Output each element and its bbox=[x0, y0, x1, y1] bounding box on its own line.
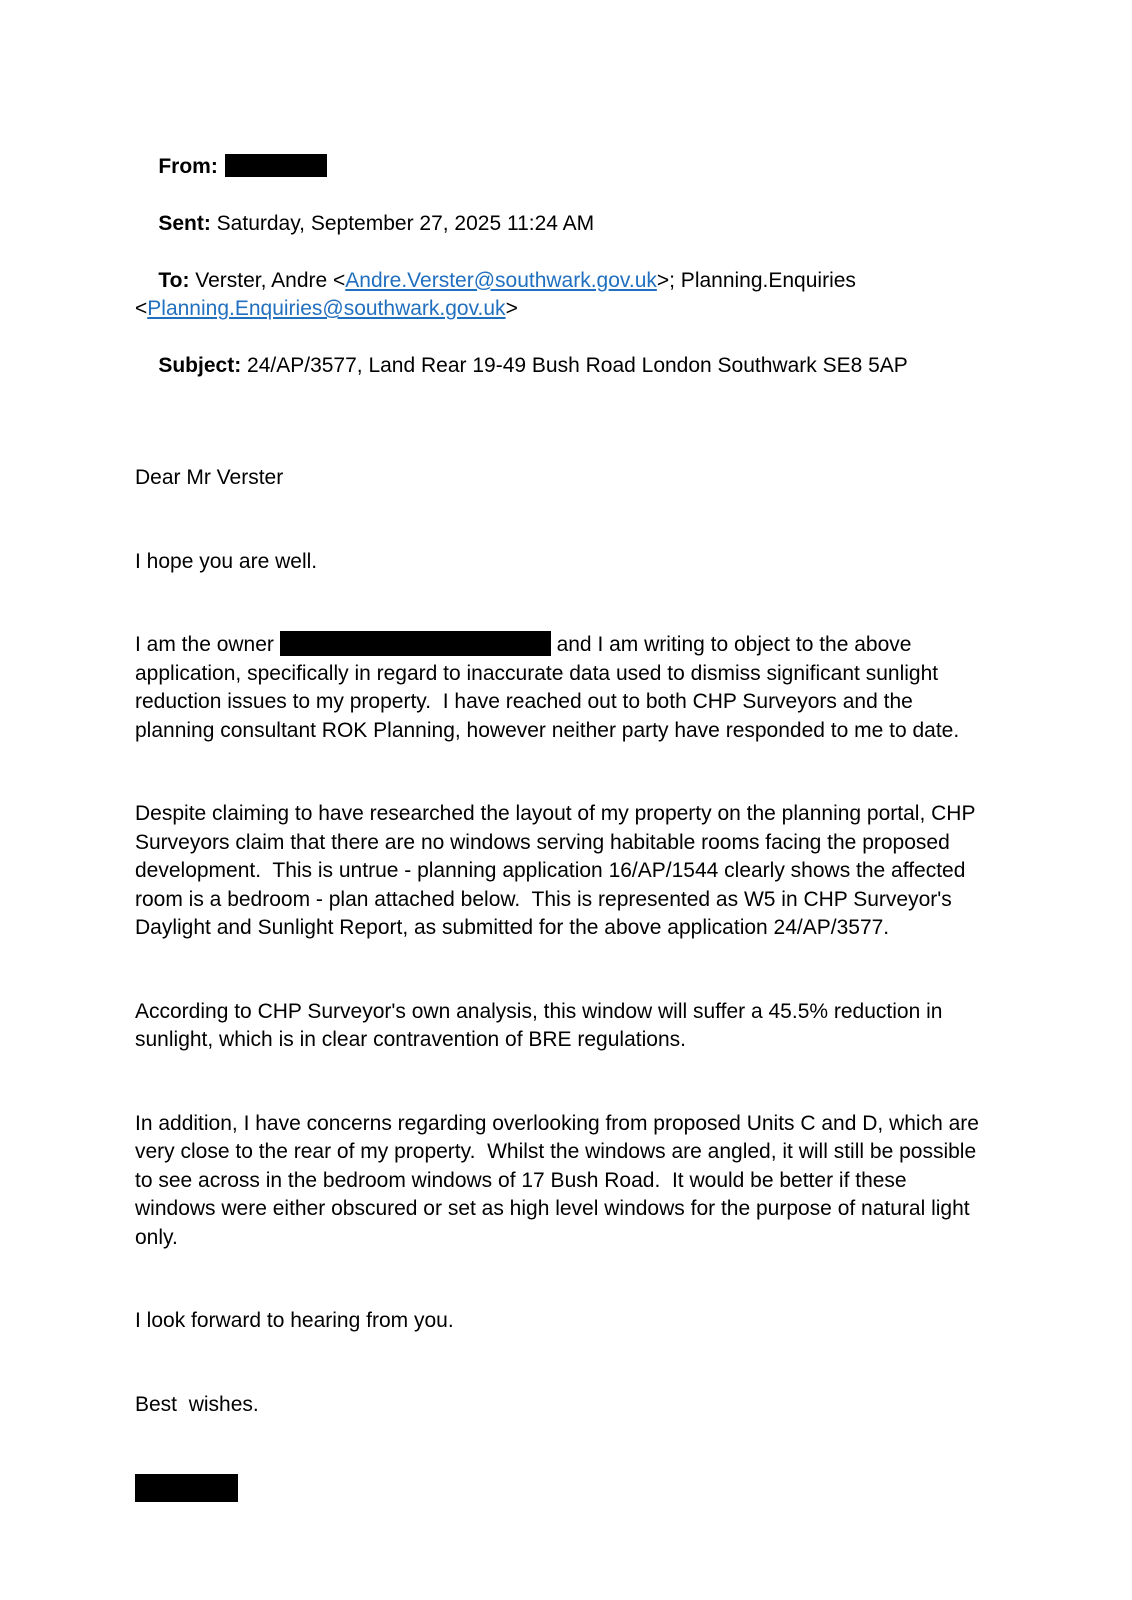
from-label: From: bbox=[158, 154, 218, 178]
paragraph-greeting: Dear Mr Verster bbox=[135, 466, 284, 489]
paragraph-owner-objection bbox=[135, 631, 987, 745]
redacted-sender bbox=[225, 154, 327, 177]
to-closing-bracket: > bbox=[505, 297, 518, 320]
owner-text-before: I am the owner bbox=[135, 633, 280, 656]
paragraph-overlooking-concerns: In addition, I have concerns regarding overlooking from proposed Units C and D, which are very close to the rear of my property. Whilst the windows are angled, it will still be possible to see across in the bedroom windows of 17 Bush Road. It would be better if these windows were either obscured or set as high level windows for the purpose of natural light only. bbox=[135, 1111, 985, 1249]
sent-value: Saturday, September 27, 2025 11:24 AM bbox=[210, 211, 595, 235]
recipient-email-link-planning-enquiries[interactable]: Planning.Enquiries@southwark.gov.uk bbox=[147, 297, 506, 320]
to-recipient-name: Verster, Andre < bbox=[189, 268, 346, 292]
recipient-email-link-andre-verster[interactable]: Andre.Verster@southwark.gov.uk bbox=[345, 268, 657, 292]
paragraph-sunlight-reduction: According to CHP Surveyor's own analysis, this window will suffer a 45.5% reduction in sunlight, which is in clear contravention of BRE regulations. bbox=[135, 999, 949, 1051]
paragraph-despite-claims: Despite claiming to have researched the layout of my property on the planning portal, CHP Surveyors claim that there are no windows serving habitable rooms facing the proposed development. This is untrue - planning application 16/AP/1544 clearly shows the affected room is a bedroom - plan attached below. This is represented as W5 in CHP Surveyor's Daylight and Sunlight Report, as submitted for the above application 24/AP/3577. bbox=[135, 802, 981, 939]
sent-label: Sent: bbox=[158, 211, 211, 235]
subject-value: 24/AP/3577, Land Rear 19-49 Bush Road London Southwark SE8 5AP bbox=[241, 354, 908, 377]
redacted-signature bbox=[135, 1474, 238, 1502]
to-separator: >; Planning.Enquiries < bbox=[135, 268, 862, 320]
email-header bbox=[135, 124, 987, 409]
paragraph-hope: I hope you are well. bbox=[135, 549, 318, 573]
paragraph-look-forward: I look forward to hearing from you. bbox=[135, 1309, 454, 1332]
paragraph-closing: Best wishes. bbox=[135, 1392, 259, 1416]
subject-label: Subject: bbox=[158, 354, 242, 377]
to-label: To: bbox=[158, 268, 190, 292]
redacted-property-address bbox=[280, 631, 551, 656]
owner-text-after: and I am writing to object to the above application, specifically in regard to inaccurate data used to dismiss significant sunlight reduction issues to my property. I have reached out to both CHP Surveyors and the planning consultant ROK Planning, however neither party have responded to me to date. bbox=[135, 633, 960, 742]
